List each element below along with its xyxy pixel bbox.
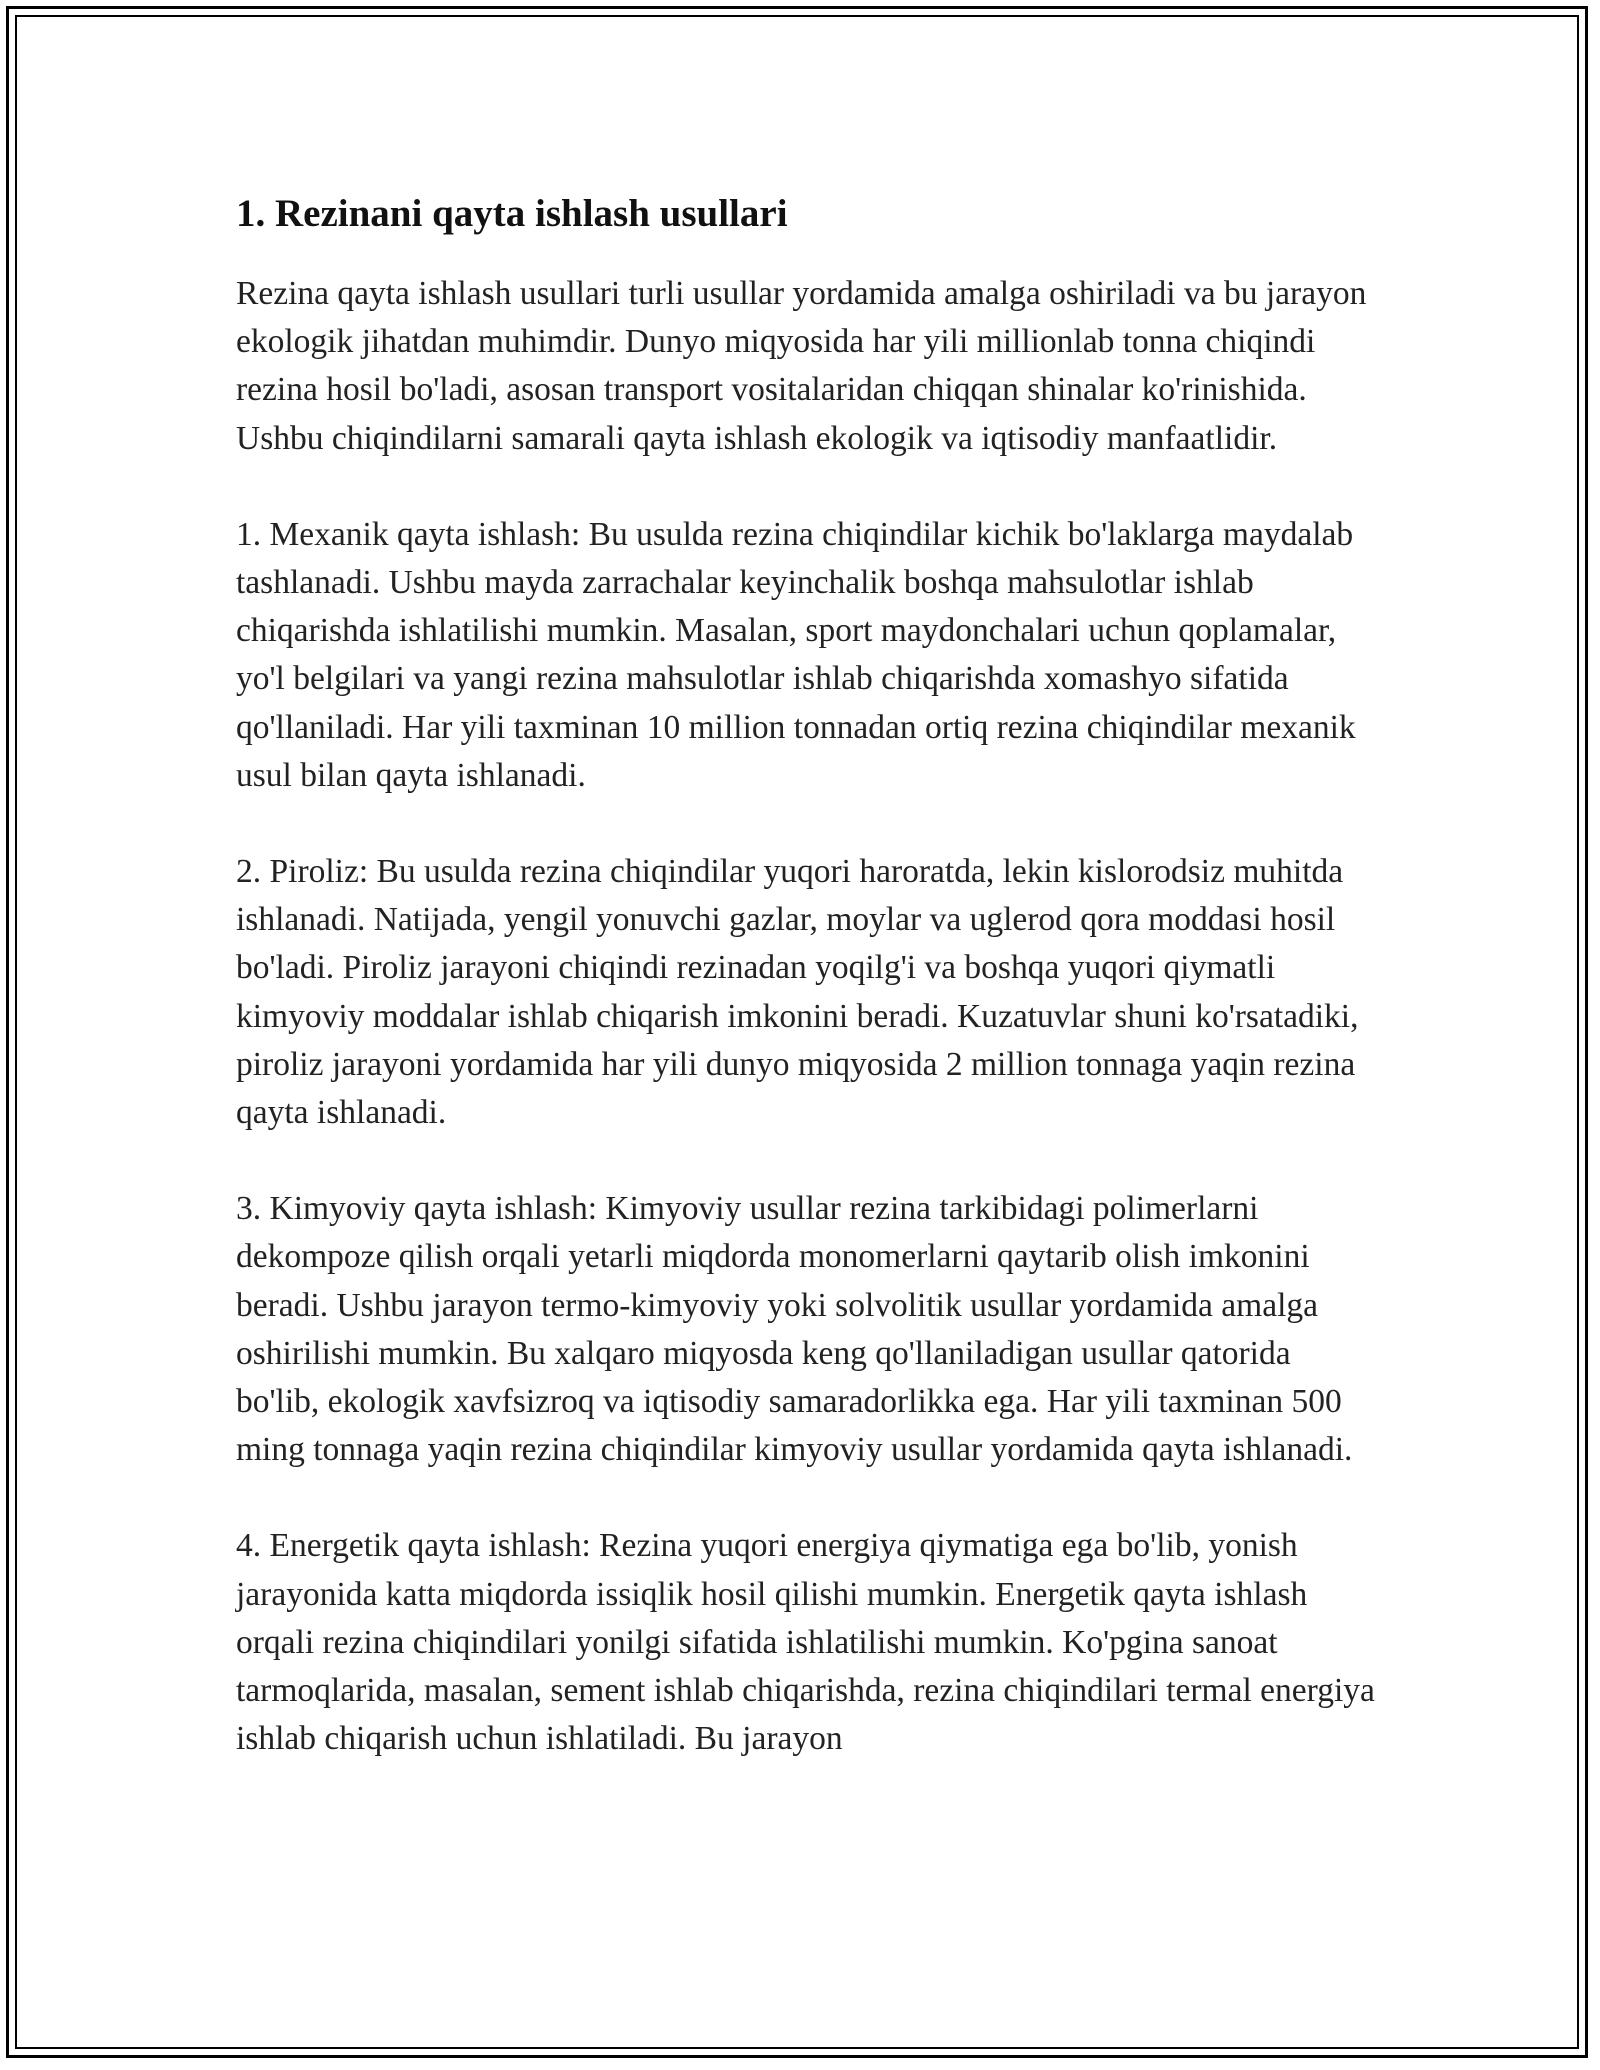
document-body <box>236 186 1376 1811</box>
paragraph-energetic: 4. Energetik qayta ishlash: Rezina yuqori energiya qiymatiga ega bo'lib, yonish jarayonida katta miqdorda issiqlik hosil qilishi mumkin. Energetik qayta ishlash orqali rezina chiqindilari yonilgi sifatida ishlatilishi mumkin. Ko'pgina sanoat tarmoqlarida, masalan, sement ishlab chiqarishda, rezina chiqindilari termal energiya ishlab chiqarish uchun ishlatiladi. Bu jarayon <box>236 1527 1375 1758</box>
document-title: 1. Rezinani qayta ishlash usullari <box>236 192 788 235</box>
paragraph-intro: Rezina qayta ishlash usullari turli usullar yordamida amalga oshiriladi va bu jarayon ekologik jihatdan muhimdir. Dunyo miqyosida har yili millionlab tonna chiqindi rezina hosil bo'ladi, asosan transport vositalaridan chiqqan shinalar ko'rinishida. Ushbu chiqindilarni samarali qayta ishlash ekologik va iqtisodiy manfaatlidir. <box>236 275 1367 457</box>
paragraph-pyrolysis: 2. Piroliz: Bu usulda rezina chiqindilar yuqori haroratda, lekin kislorodsiz muhitda ishlanadi. Natijada, yengil yonuvchi gazlar, moylar va uglerod qora moddasi hosil bo'ladi. Piroliz jarayoni chiqindi rezinadan yoqilg'i va boshqa yuqori qiymatli kimyoviy moddalar ishlab chiqarish imkonini beradi. Kuzatuvlar shuni ko'rsatadiki, piroliz jarayoni yordamida har yili dunyo miqyosida 2 million tonnaga yaqin rezina qayta ishlanadi. <box>236 853 1359 1132</box>
paragraph-mechanical: 1. Mexanik qayta ishlash: Bu usulda rezina chiqindilar kichik bo'laklarga maydalab tashlanadi. Ushbu mayda zarrachalar keyinchalik boshqa mahsulotlar ishlab chiqarishda ishlatilishi mumkin. Masalan, sport maydonchalari uchun qoplamalar, yo'l belgilari va yangi rezina mahsulotlar ishlab chiqarishda xomashyo sifatida qo'llaniladi. Har yili taxminan 10 million tonnadan ortiq rezina chiqindilar mexanik usul bilan qayta ishlanadi. <box>236 515 1356 794</box>
paragraph-chemical: 3. Kimyoviy qayta ishlash: Kimyoviy usullar rezina tarkibidagi polimerlarni dekompoze qilish orqali yetarli miqdorda monomerlarni qaytarib olish imkonini beradi. Ushbu jarayon termo-kimyoviy yoki solvolitik usullar yordamida amalga oshirilishi mumkin. Bu xalqaro miqyosda keng qo'llaniladigan usullar qatorida bo'lib, ekologik xavfsizroq va iqtisodiy samaradorlikka ega. Har yili taxminan 500 ming tonnaga yaqin rezina chiqindilar kimyoviy usullar yordamida qayta ishlanadi. <box>236 1190 1353 1469</box>
